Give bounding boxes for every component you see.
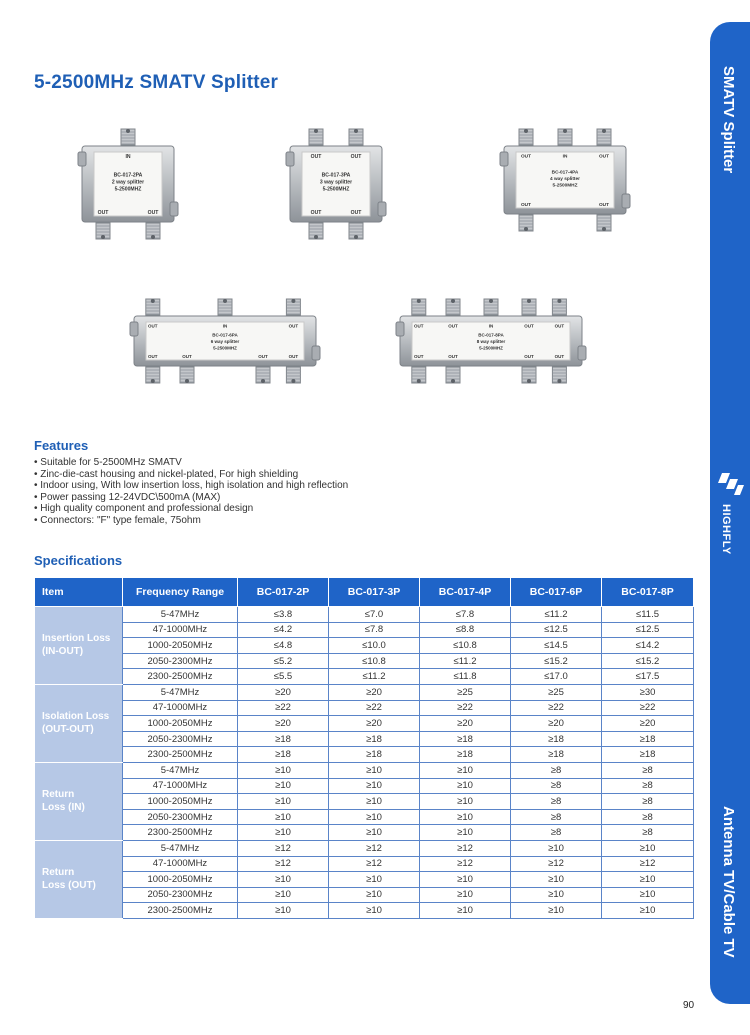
- splitter-icon: [286, 128, 386, 240]
- table-cell: ≥10: [238, 762, 329, 778]
- table-row: [35, 653, 694, 669]
- svg-text:OUT: OUT: [599, 154, 609, 160]
- table-cell: ≤4.8: [238, 638, 329, 654]
- svg-text:IN: IN: [488, 323, 494, 329]
- table-cell: ≥10: [238, 778, 329, 794]
- column-header: BC-017-4P: [420, 578, 511, 607]
- table-cell: ≤14.5: [511, 638, 602, 654]
- table-cell: ≥10: [238, 825, 329, 841]
- svg-text:5-2500MHZ: 5-2500MHZ: [552, 183, 578, 189]
- brand-logo: [716, 470, 744, 590]
- svg-text:OUT: OUT: [524, 323, 534, 329]
- table-cell: ≥10: [238, 794, 329, 810]
- table-row: [35, 731, 694, 747]
- table-row: [35, 638, 694, 654]
- table-row: [35, 887, 694, 903]
- splitter-icon: [130, 298, 320, 384]
- table-cell: ≥18: [511, 747, 602, 763]
- table-cell: 47-1000MHz: [123, 856, 238, 872]
- table-cell: ≥10: [511, 840, 602, 856]
- feature-item: • Suitable for 5-2500MHz SMATV: [34, 457, 348, 469]
- table-cell: ≥8: [602, 825, 694, 841]
- table-cell: ≥8: [511, 809, 602, 825]
- table-row: [35, 669, 694, 685]
- table-row: [35, 716, 694, 732]
- table-cell: ≥20: [602, 716, 694, 732]
- svg-text:OUT: OUT: [448, 323, 458, 329]
- svg-text:OUT: OUT: [288, 323, 299, 329]
- table-cell: ≥20: [420, 716, 511, 732]
- page-title: 5-2500MHz SMATV Splitter: [34, 72, 279, 93]
- svg-text:OUT: OUT: [97, 210, 109, 216]
- splitter-icon: [78, 128, 178, 240]
- table-cell: ≤14.2: [602, 638, 694, 654]
- table-cell: ≥18: [238, 747, 329, 763]
- table-cell: ≥10: [602, 903, 694, 919]
- table-row: [35, 684, 694, 700]
- table-cell: 2050-2300MHz: [123, 653, 238, 669]
- table-cell: ≥10: [511, 872, 602, 888]
- table-cell: ≤15.2: [602, 653, 694, 669]
- table-cell: ≥10: [602, 887, 694, 903]
- brand-name: HIGHFLY: [720, 504, 732, 555]
- table-cell: ≤11.2: [420, 653, 511, 669]
- svg-text:BC-017-4PA: BC-017-4PA: [551, 170, 579, 176]
- table-cell: ≥12: [329, 856, 420, 872]
- table-cell: 2050-2300MHz: [123, 731, 238, 747]
- table-cell: ≥18: [329, 731, 420, 747]
- table-cell: ≥10: [511, 903, 602, 919]
- svg-text:OUT: OUT: [599, 203, 609, 208]
- table-cell: ≥10: [329, 809, 420, 825]
- group-label: Return Loss (IN): [35, 762, 123, 840]
- table-cell: ≤7.0: [329, 607, 420, 623]
- table-cell: 5-47MHz: [123, 607, 238, 623]
- table-cell: ≤4.2: [238, 622, 329, 638]
- table-cell: 1000-2050MHz: [123, 716, 238, 732]
- table-cell: ≥12: [420, 856, 511, 872]
- table-cell: ≥20: [238, 684, 329, 700]
- svg-text:BC-017-2PA: BC-017-2PA: [113, 172, 143, 179]
- svg-text:5-2500MHZ: 5-2500MHZ: [479, 345, 503, 351]
- table-cell: ≤17.5: [602, 669, 694, 685]
- table-cell: ≥10: [238, 872, 329, 888]
- table-cell: ≥12: [238, 840, 329, 856]
- table-cell: ≥18: [238, 731, 329, 747]
- svg-text:OUT: OUT: [258, 354, 268, 359]
- table-cell: 5-47MHz: [123, 684, 238, 700]
- table-cell: ≥8: [602, 809, 694, 825]
- table-cell: 2050-2300MHz: [123, 809, 238, 825]
- column-header: BC-017-2P: [238, 578, 329, 607]
- table-cell: ≤8.8: [420, 622, 511, 638]
- feature-item: • High quality component and professional design: [34, 503, 348, 515]
- svg-text:5-2500MHZ: 5-2500MHZ: [322, 186, 350, 193]
- table-cell: ≥18: [420, 747, 511, 763]
- table-cell: ≥10: [420, 872, 511, 888]
- table-cell: ≤17.0: [511, 669, 602, 685]
- table-cell: ≥8: [602, 794, 694, 810]
- table-cell: 1000-2050MHz: [123, 872, 238, 888]
- svg-text:OUT: OUT: [310, 210, 322, 216]
- table-cell: ≥10: [511, 887, 602, 903]
- table-cell: ≥10: [329, 794, 420, 810]
- table-cell: ≥12: [420, 840, 511, 856]
- table-cell: ≥10: [420, 887, 511, 903]
- table-row: [35, 622, 694, 638]
- specifications-table: [34, 577, 694, 919]
- table-cell: ≤12.5: [602, 622, 694, 638]
- splitter-image: [500, 128, 630, 232]
- table-row: [35, 778, 694, 794]
- table-cell: ≤12.5: [511, 622, 602, 638]
- table-cell: ≥10: [329, 903, 420, 919]
- table-cell: ≥10: [420, 809, 511, 825]
- table-cell: 2300-2500MHz: [123, 747, 238, 763]
- table-cell: ≤11.5: [602, 607, 694, 623]
- svg-text:8 way splitter: 8 way splitter: [476, 338, 506, 344]
- table-cell: ≤10.8: [420, 638, 511, 654]
- table-row: [35, 825, 694, 841]
- table-row: [35, 747, 694, 763]
- table-cell: ≥12: [511, 856, 602, 872]
- table-cell: 5-47MHz: [123, 762, 238, 778]
- features-heading: Features: [34, 438, 89, 453]
- table-cell: 2050-2300MHz: [123, 887, 238, 903]
- table-cell: ≥10: [329, 825, 420, 841]
- splitter-image: [396, 298, 586, 384]
- svg-text:OUT: OUT: [414, 354, 424, 359]
- svg-text:IN: IN: [562, 154, 568, 160]
- table-cell: ≥18: [329, 747, 420, 763]
- table-row: [35, 809, 694, 825]
- table-cell: ≥25: [420, 684, 511, 700]
- svg-text:BC-017-6PA: BC-017-6PA: [212, 332, 238, 338]
- table-cell: ≥10: [602, 872, 694, 888]
- table-cell: ≥8: [511, 778, 602, 794]
- table-cell: ≥20: [511, 716, 602, 732]
- splitter-image: [78, 128, 178, 240]
- table-cell: ≥22: [602, 700, 694, 716]
- table-cell: ≥10: [329, 762, 420, 778]
- table-row: [35, 840, 694, 856]
- table-cell: ≥8: [511, 794, 602, 810]
- svg-text:IN: IN: [125, 154, 131, 161]
- table-cell: ≥10: [420, 762, 511, 778]
- splitter-icon: [396, 298, 586, 384]
- table-row: [35, 762, 694, 778]
- table-cell: ≤11.8: [420, 669, 511, 685]
- group-label: Return Loss (OUT): [35, 840, 123, 918]
- table-cell: ≥12: [602, 856, 694, 872]
- table-cell: ≥22: [511, 700, 602, 716]
- svg-text:OUT: OUT: [310, 154, 322, 161]
- table-cell: ≤15.2: [511, 653, 602, 669]
- table-row: [35, 872, 694, 888]
- svg-text:IN: IN: [222, 323, 228, 329]
- svg-text:OUT: OUT: [521, 203, 531, 208]
- group-label: Insertion Loss (IN-OUT): [35, 607, 123, 685]
- svg-text:OUT: OUT: [448, 354, 458, 359]
- table-cell: ≤7.8: [420, 607, 511, 623]
- table-cell: ≥22: [238, 700, 329, 716]
- page-number: 90: [683, 1000, 695, 1011]
- table-cell: 2300-2500MHz: [123, 669, 238, 685]
- svg-text:2 way splitter: 2 way splitter: [111, 179, 145, 186]
- svg-text:BC-017-8PA: BC-017-8PA: [478, 332, 504, 338]
- table-cell: 47-1000MHz: [123, 622, 238, 638]
- svg-text:OUT: OUT: [554, 354, 565, 359]
- table-cell: ≤11.2: [511, 607, 602, 623]
- table-cell: ≥10: [602, 840, 694, 856]
- table-cell: ≥8: [602, 778, 694, 794]
- specifications-heading: Specifications: [34, 553, 123, 568]
- splitter-image: [130, 298, 320, 384]
- table-cell: 1000-2050MHz: [123, 638, 238, 654]
- table-cell: 47-1000MHz: [123, 700, 238, 716]
- table-cell: 47-1000MHz: [123, 778, 238, 794]
- svg-text:4 way splitter: 4 way splitter: [550, 177, 580, 183]
- table-cell: ≤7.8: [329, 622, 420, 638]
- column-header: Item: [35, 578, 123, 607]
- svg-text:OUT: OUT: [554, 323, 565, 329]
- svg-text:OUT: OUT: [521, 154, 531, 160]
- table-cell: ≤3.8: [238, 607, 329, 623]
- table-cell: ≥18: [602, 731, 694, 747]
- table-cell: ≤11.2: [329, 669, 420, 685]
- table-cell: ≥8: [511, 825, 602, 841]
- table-cell: ≤10.0: [329, 638, 420, 654]
- table-cell: ≥10: [420, 825, 511, 841]
- svg-text:OUT: OUT: [350, 154, 362, 161]
- svg-text:OUT: OUT: [182, 354, 192, 359]
- svg-text:6 way splitter: 6 way splitter: [210, 338, 240, 344]
- splitter-icon: [500, 128, 630, 232]
- svg-text:OUT: OUT: [288, 354, 299, 359]
- table-cell: ≤5.2: [238, 653, 329, 669]
- feature-item: • Zinc-die-cast housing and nickel-plated, For high shielding: [34, 469, 348, 481]
- svg-text:OUT: OUT: [148, 323, 158, 329]
- svg-text:OUT: OUT: [350, 210, 362, 216]
- svg-text:OUT: OUT: [414, 323, 424, 329]
- table-row: [35, 856, 694, 872]
- svg-text:OUT: OUT: [148, 354, 158, 359]
- table-cell: ≥10: [329, 778, 420, 794]
- table-cell: 2300-2500MHz: [123, 825, 238, 841]
- splitter-image: [286, 128, 386, 240]
- svg-text:BC-017-3PA: BC-017-3PA: [321, 172, 351, 179]
- table-cell: ≥10: [420, 794, 511, 810]
- group-label: Isolation Loss (OUT-OUT): [35, 684, 123, 762]
- table-cell: ≥20: [329, 716, 420, 732]
- features-list: [34, 457, 348, 527]
- table-row: [35, 903, 694, 919]
- table-cell: ≥12: [329, 840, 420, 856]
- table-cell: ≥10: [238, 887, 329, 903]
- table-cell: ≥22: [329, 700, 420, 716]
- table-row: [35, 700, 694, 716]
- table-cell: ≥18: [511, 731, 602, 747]
- table-cell: ≥25: [511, 684, 602, 700]
- table-cell: ≥10: [329, 872, 420, 888]
- side-tab-category: SMATV Splitter: [720, 66, 737, 174]
- svg-text:5-2500MHZ: 5-2500MHZ: [213, 345, 237, 351]
- table-cell: ≥10: [420, 903, 511, 919]
- side-tab-section: Antenna TV/Cable TV: [720, 806, 737, 958]
- table-cell: ≥18: [420, 731, 511, 747]
- table-cell: 5-47MHz: [123, 840, 238, 856]
- svg-text:OUT: OUT: [147, 210, 159, 216]
- table-cell: ≥8: [602, 762, 694, 778]
- feature-item: • Power passing 12-24VDC\500mA (MAX): [34, 492, 348, 504]
- table-cell: ≥20: [238, 716, 329, 732]
- feature-item: • Connectors: "F" type female, 75ohm: [34, 515, 348, 527]
- table-cell: 2300-2500MHz: [123, 903, 238, 919]
- table-cell: ≥8: [511, 762, 602, 778]
- feature-item: • Indoor using, With low insertion loss, high isolation and high reflection: [34, 480, 348, 492]
- svg-text:3 way splitter: 3 way splitter: [319, 179, 353, 186]
- svg-text:5-2500MHZ: 5-2500MHZ: [114, 186, 142, 193]
- table-cell: ≥12: [238, 856, 329, 872]
- table-row: [35, 607, 694, 623]
- table-cell: ≤5.5: [238, 669, 329, 685]
- table-cell: 1000-2050MHz: [123, 794, 238, 810]
- table-cell: ≥10: [329, 887, 420, 903]
- table-cell: ≥10: [238, 903, 329, 919]
- table-cell: ≥22: [420, 700, 511, 716]
- svg-text:OUT: OUT: [524, 354, 534, 359]
- column-header: BC-017-6P: [511, 578, 602, 607]
- table-cell: ≥18: [602, 747, 694, 763]
- highfly-logo-icon: [718, 470, 744, 500]
- column-header: BC-017-3P: [329, 578, 420, 607]
- table-cell: ≤10.8: [329, 653, 420, 669]
- table-cell: ≥10: [238, 809, 329, 825]
- table-row: [35, 794, 694, 810]
- table-cell: ≥10: [420, 778, 511, 794]
- table-cell: ≥20: [329, 684, 420, 700]
- table-cell: ≥30: [602, 684, 694, 700]
- column-header: BC-017-8P: [602, 578, 694, 607]
- column-header: Frequency Range: [123, 578, 238, 607]
